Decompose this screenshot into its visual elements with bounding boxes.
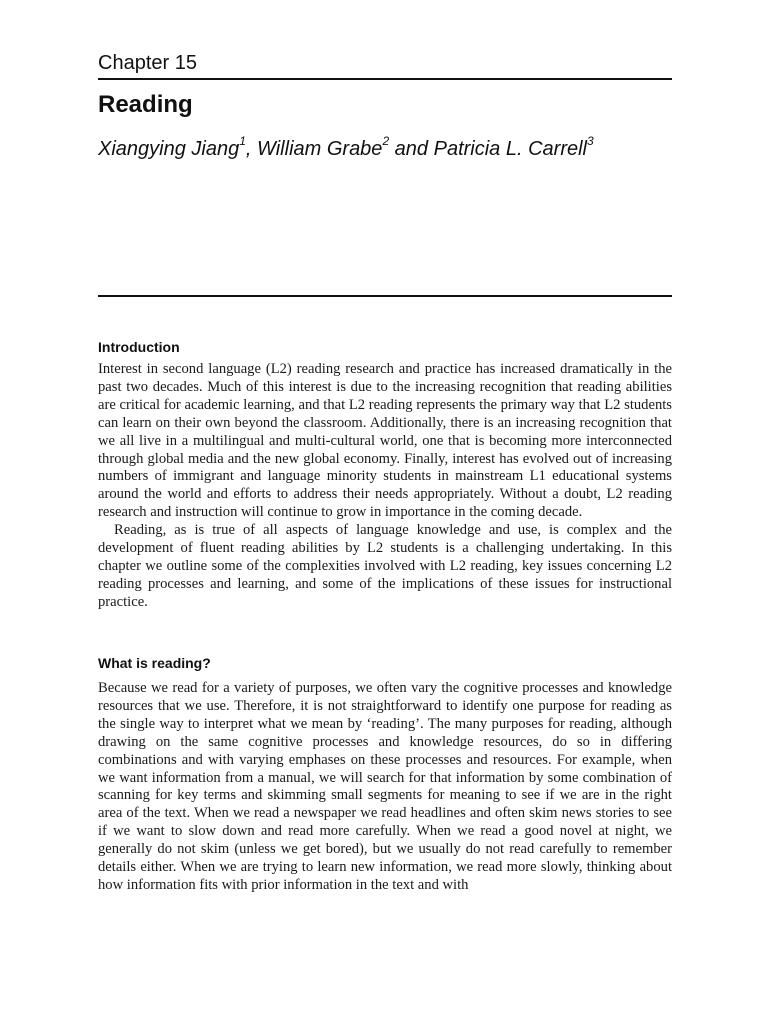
section-body-what-is-reading: [98, 680, 672, 895]
author-separator: ,: [245, 138, 258, 160]
chapter-label: Chapter 15: [98, 52, 197, 74]
paragraph: Because we read for a variety of purposes, we often vary the cognitive processes and knowledge resources that we use. Therefore, it is not straightforward to identify one purpose for reading as the single way to interpret what we mean by ‘reading’. The many purposes for reading, although drawing on the same cognitive processes and knowledge resources, do so in differing combinations and with varying emphases on these processes and resources. For example, when we want information from a manual, we will search for that information by some combination of scanning for key terms and skimming small segments for meaning to see if we are in the right area of the text. When we read a newspaper we read headlines and often skim news stories to see if we want to slow down and read more carefully. When we read a good novel at night, we generally do not skim (unless we get bored), but we usually do not read carefully to remember details either. When we are trying to learn new information, we read more slowly, thinking about how information fits with prior information in the text and with: [98, 680, 672, 893]
author-line: [98, 135, 594, 163]
author-affiliation-mark: 1: [239, 134, 246, 148]
section-heading-what-is-reading: What is reading?: [98, 655, 211, 671]
author-affiliation-mark: 2: [382, 134, 390, 148]
author-name: Patricia L. Carrell: [433, 138, 587, 160]
section-heading-introduction: Introduction: [98, 339, 180, 355]
paragraph: Reading, as is true of all aspects of language knowledge and use, is complex and the development of fluent reading abilities by L2 students is a challenging undertaking. In this chapter we outline some of the complexities involved with L2 reading, key issues concerning L2 reading processes and learning, and some of the implications of these issues for instructional practice.: [98, 522, 672, 610]
chapter-title: Reading: [98, 91, 193, 118]
header-rule: [98, 78, 672, 80]
paragraph: Interest in second language (L2) reading research and practice has increased dramatically in the past two decades. Much of this interest is due to the increasing recognition that reading abilities are critical for academic learning, and that L2 reading represents the primary way that L2 students can learn on their own beyond the classroom. Additionally, there is an increasing recognition that we all live in a multilingual and multi-cultural world, one that is becoming more interconnected through global media and the new global economy. Finally, interest has evolved out of increasing numbers of immigrant and language minority students in mainstream L1 educational systems around the world and efforts to address their needs appropriately. Without a doubt, L2 reading research and instruction will continue to grow in importance in the coming decade.: [98, 361, 672, 521]
author-name: Xiangying Jiang: [98, 138, 240, 160]
section-body-introduction: [98, 361, 672, 612]
author-name: William Grabe: [257, 138, 383, 160]
author-affiliation-mark: 3: [587, 134, 594, 148]
title-block-rule: [98, 295, 672, 297]
author-separator: and: [389, 138, 434, 160]
